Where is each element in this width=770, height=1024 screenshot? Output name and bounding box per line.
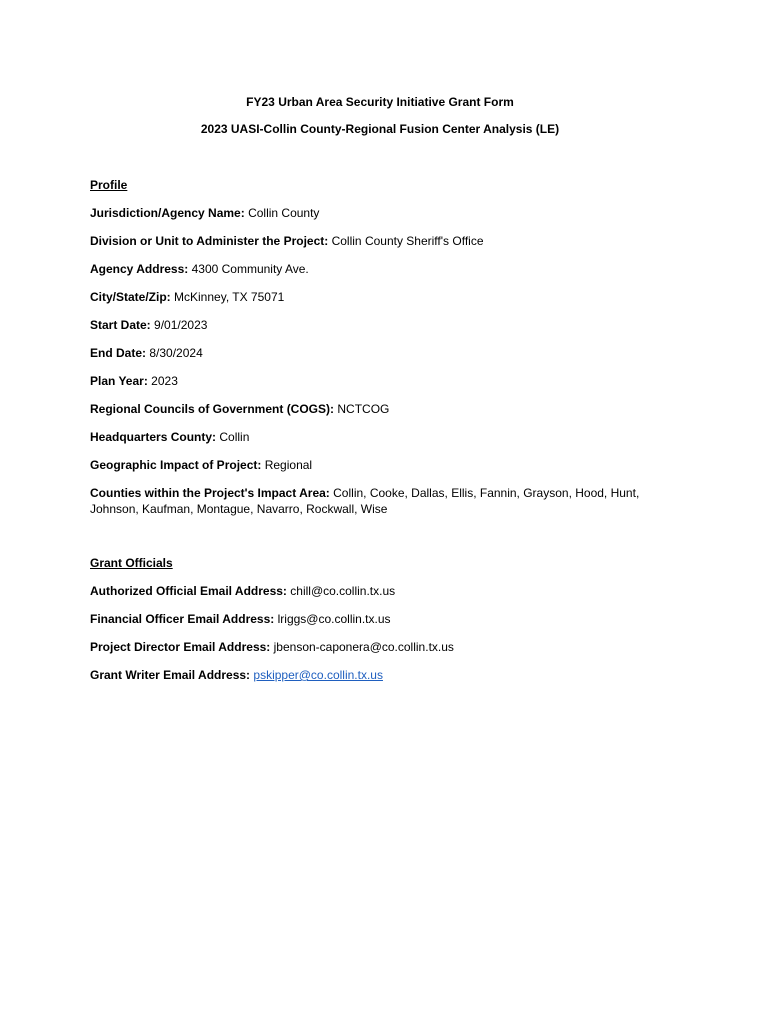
grant-officials-heading: Grant Officials	[90, 556, 173, 570]
field-regional-councils	[90, 401, 670, 417]
field-label: Headquarters County:	[90, 430, 217, 444]
field-value: lriggs@co.collin.tx.us	[277, 612, 391, 626]
field-value: jbenson-caponera@co.collin.tx.us	[273, 640, 454, 654]
field-division-unit	[90, 233, 670, 249]
field-headquarters-county	[90, 429, 670, 445]
field-city-state-zip	[90, 289, 670, 305]
field-project-director-email	[90, 639, 670, 655]
grant-writer-email-link[interactable]: pskipper@co.collin.tx.us	[253, 668, 383, 682]
field-label: Authorized Official Email Address:	[90, 584, 287, 598]
field-value: Regional	[264, 458, 313, 472]
field-financial-officer-email	[90, 611, 670, 627]
field-label: Agency Address:	[90, 262, 189, 276]
field-label: Geographic Impact of Project:	[90, 458, 262, 472]
field-label: Counties within the Project's Impact Area:	[90, 486, 330, 500]
field-label: Financial Officer Email Address:	[90, 612, 275, 626]
field-value: McKinney, TX 75071	[174, 290, 285, 304]
field-value: 2023	[151, 374, 178, 388]
form-title: FY23 Urban Area Security Initiative Grant Form	[246, 95, 514, 109]
field-agency-address	[90, 261, 670, 277]
field-value: NCTCOG	[337, 402, 390, 416]
field-value: Collin County	[248, 206, 320, 220]
field-jurisdiction-agency-name	[90, 205, 670, 221]
field-value: 4300 Community Ave.	[191, 262, 309, 276]
field-label: Start Date:	[90, 318, 151, 332]
field-value: Collin County Sheriff's Office	[331, 234, 484, 248]
field-plan-year	[90, 373, 670, 389]
field-start-date	[90, 317, 670, 333]
form-subtitle: 2023 UASI-Collin County-Regional Fusion Center Analysis (LE)	[200, 122, 560, 136]
field-label: Grant Writer Email Address:	[90, 668, 251, 682]
field-value: 9/01/2023	[154, 318, 208, 332]
field-value: Collin, Cooke, Dallas, Ellis, Fannin, Grayson, Hood, Hunt, Johnson, Kaufman, Montague, Navarro, Rockwall, Wise	[90, 486, 640, 516]
field-end-date	[90, 345, 670, 361]
field-geographic-impact	[90, 457, 670, 473]
profile-heading: Profile	[90, 178, 128, 192]
field-label: Regional Councils of Government (COGS):	[90, 402, 335, 416]
field-label: Plan Year:	[90, 374, 148, 388]
field-value: chill@co.collin.tx.us	[290, 584, 396, 598]
field-counties-impact-area	[90, 485, 670, 517]
field-label: Division or Unit to Administer the Project:	[90, 234, 329, 248]
field-value: 8/30/2024	[149, 346, 203, 360]
field-label: End Date:	[90, 346, 147, 360]
field-label: City/State/Zip:	[90, 290, 171, 304]
field-grant-writer-email	[90, 667, 670, 683]
field-value: Collin	[219, 430, 250, 444]
field-label: Jurisdiction/Agency Name:	[90, 206, 245, 220]
field-label: Project Director Email Address:	[90, 640, 271, 654]
field-authorized-official-email	[90, 583, 670, 599]
